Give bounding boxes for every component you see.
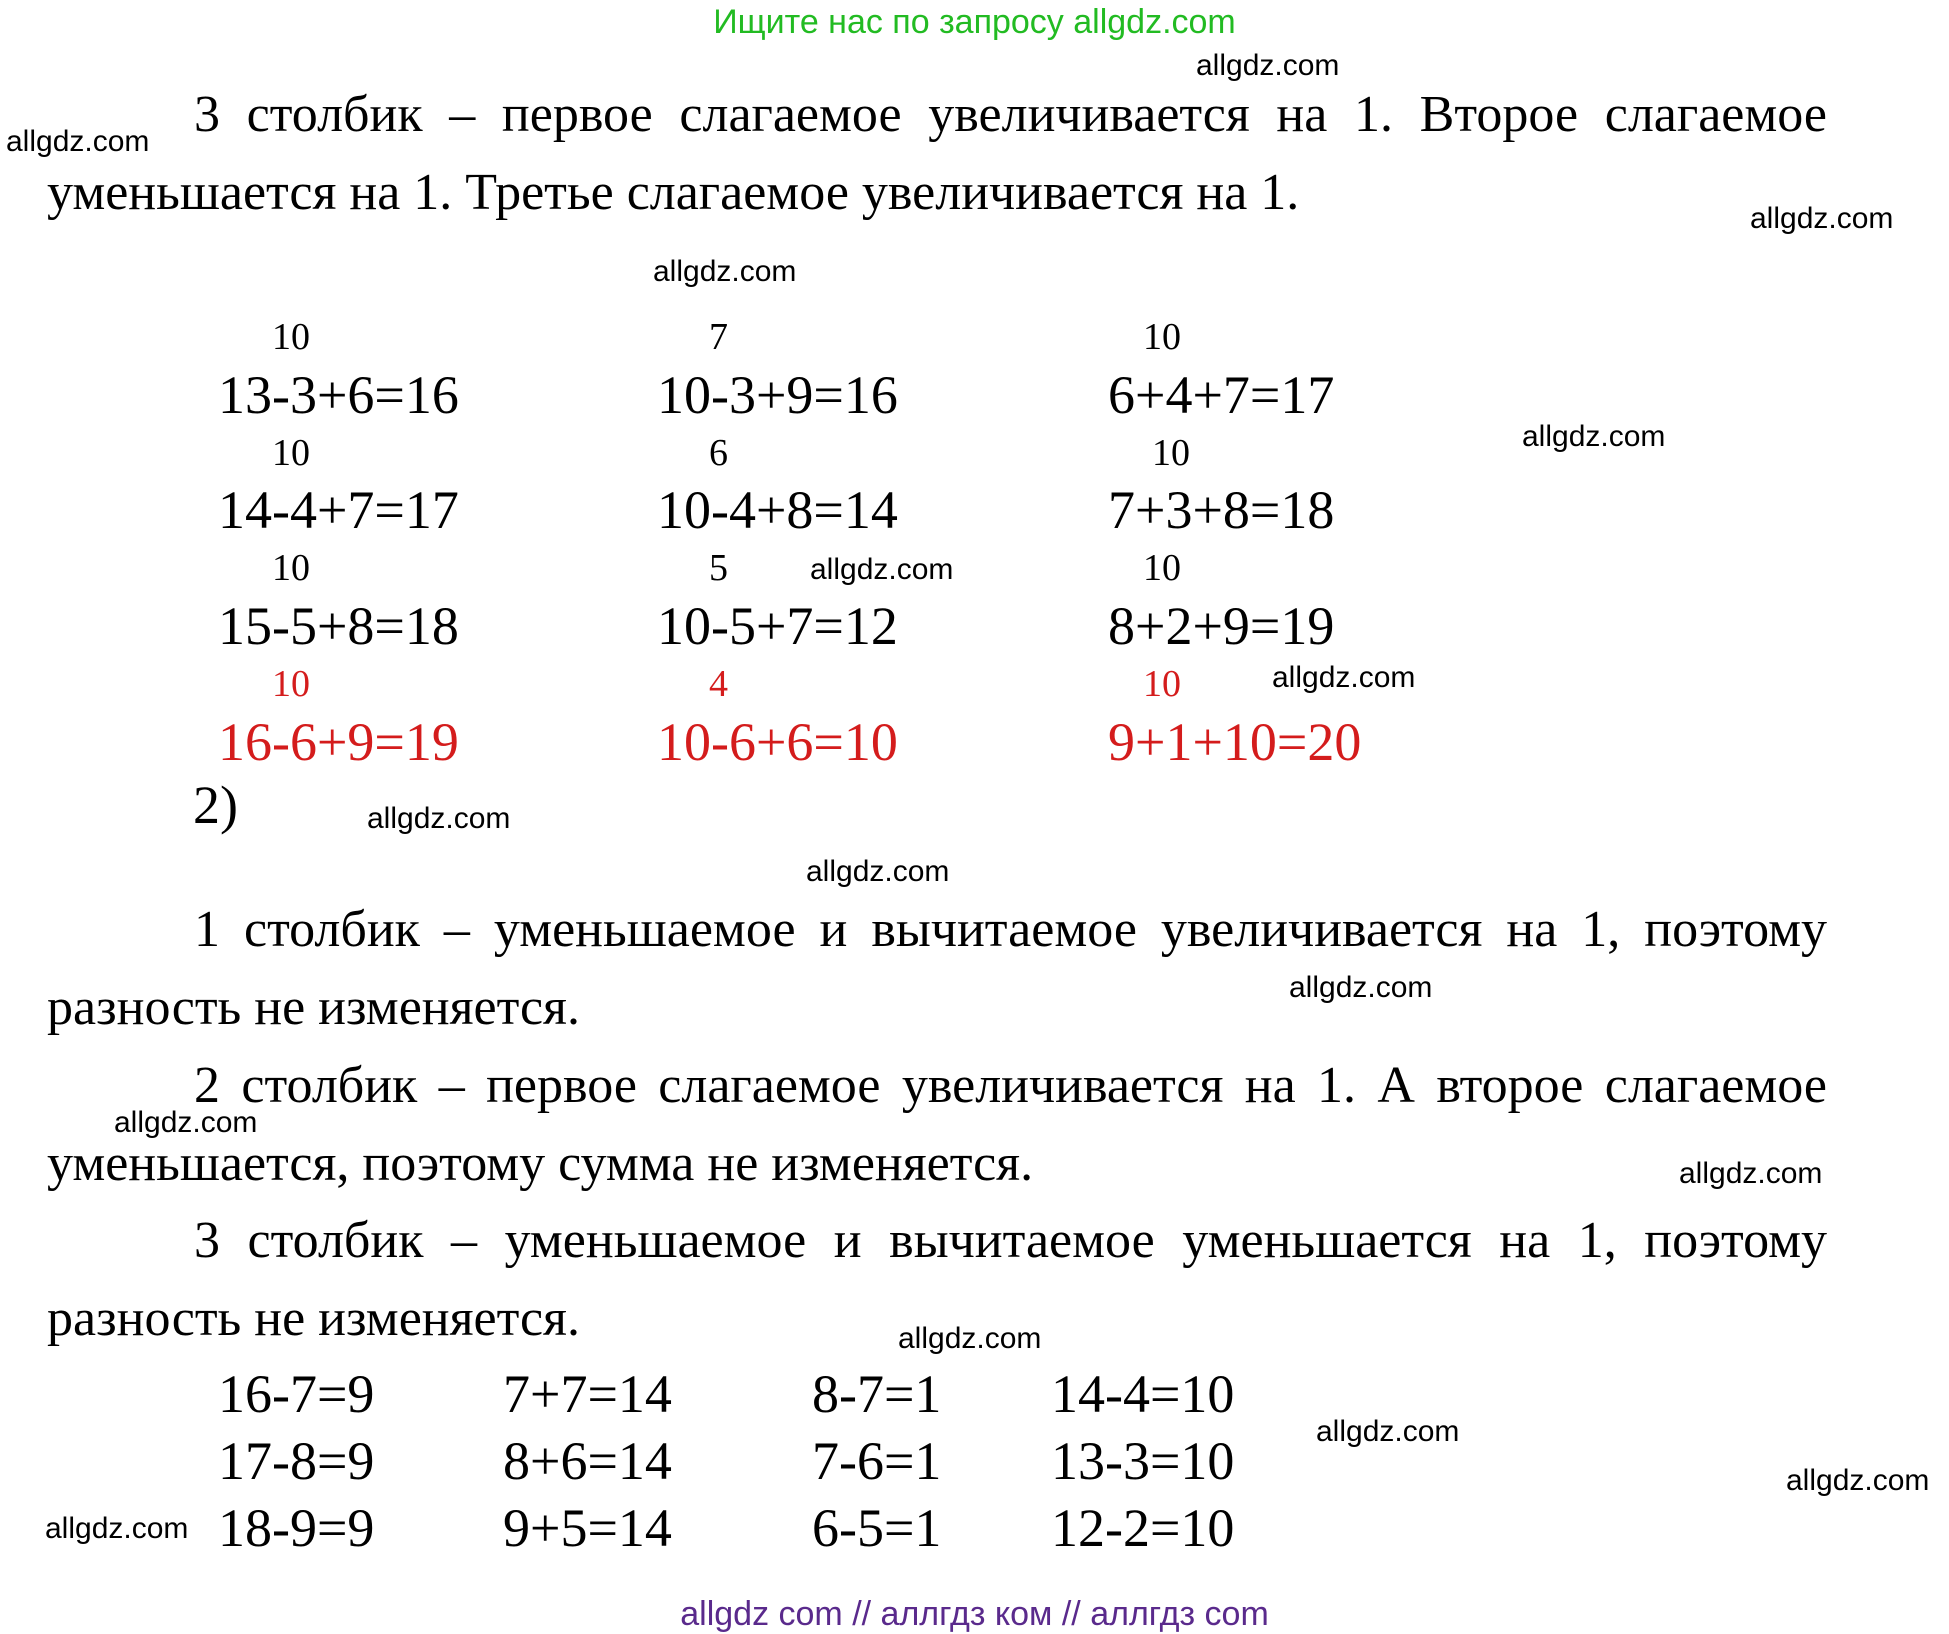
watermark: allgdz.com <box>367 802 511 835</box>
part2-col3-expr-2: 7-6=1 <box>812 1431 942 1491</box>
part2-col4-expr-1: 14-4=10 <box>1051 1364 1235 1424</box>
watermark: allgdz.com <box>45 1512 189 1545</box>
part2-col2-expr-2: 8+6=14 <box>503 1431 672 1491</box>
watermark: allgdz.com <box>114 1106 258 1139</box>
part1-col2-expr-2: 10-4+8=14 <box>657 480 898 540</box>
bottom-banner: allgdz com // аллгдз ком // аллгдз com <box>680 1595 1269 1633</box>
part1-col2-expr-1: 10-3+9=16 <box>657 365 898 425</box>
watermark: allgdz.com <box>1522 420 1666 453</box>
part1-col1-note-3: 10 <box>272 547 310 589</box>
watermark: allgdz.com <box>1679 1157 1823 1190</box>
part1-col3-note-3: 10 <box>1143 547 1181 589</box>
part2-paragraph-2: 2 столбик – первое слагаемое увеличивается на 1. А второе слагаемое уменьшается, поэтому сумма не изменяется. <box>47 1057 1827 1192</box>
watermark: allgdz.com <box>1289 971 1433 1004</box>
part1-col3-expr-1: 6+4+7=17 <box>1108 365 1335 425</box>
part1-col3-note-2: 10 <box>1152 432 1190 474</box>
part2-col4-expr-3: 12-2=10 <box>1051 1498 1235 1558</box>
part2-paragraph-3: 3 столбик – уменьшаемое и вычитаемое уменьшается на 1, поэтому разность не изменяется. <box>47 1212 1827 1347</box>
part1-col2-expr-4: 10-6+6=10 <box>657 712 898 772</box>
top-banner: Ищите нас по запросу allgdz.com <box>713 3 1236 41</box>
watermark: allgdz.com <box>653 255 797 288</box>
part1-col1-note-1: 10 <box>272 316 310 358</box>
part1-col1-note-2: 10 <box>272 432 310 474</box>
part1-col1-expr-2: 14-4+7=17 <box>218 480 459 540</box>
watermark: allgdz.com <box>1786 1464 1930 1497</box>
watermark: allgdz.com <box>1316 1415 1460 1448</box>
part1-col3-expr-2: 7+3+8=18 <box>1108 480 1335 540</box>
watermark: allgdz.com <box>806 855 950 888</box>
watermark: allgdz.com <box>1750 202 1894 235</box>
part1-col2-note-2: 6 <box>709 432 728 474</box>
part2-col3-expr-1: 8-7=1 <box>812 1364 942 1424</box>
part2-label: 2) <box>193 775 238 835</box>
part1-col1-note-4: 10 <box>272 663 310 705</box>
watermark: allgdz.com <box>1196 49 1340 82</box>
watermark: allgdz.com <box>898 1322 1042 1355</box>
part2-col1-expr-1: 16-7=9 <box>218 1364 375 1424</box>
part2-col3-expr-3: 6-5=1 <box>812 1498 942 1558</box>
part1-col3-expr-4: 9+1+10=20 <box>1108 712 1362 772</box>
part2-col1-expr-2: 17-8=9 <box>218 1431 375 1491</box>
part1-col1-expr-3: 15-5+8=18 <box>218 596 459 656</box>
part2-col1-expr-3: 18-9=9 <box>218 1498 375 1558</box>
watermark: allgdz.com <box>1272 661 1416 694</box>
watermark: allgdz.com <box>810 553 954 586</box>
part1-col2-expr-3: 10-5+7=12 <box>657 596 898 656</box>
part2-col4-expr-2: 13-3=10 <box>1051 1431 1235 1491</box>
part1-col2-note-3: 5 <box>709 547 728 589</box>
part2-paragraph-1: 1 столбик – уменьшаемое и вычитаемое увеличивается на 1, поэтому разность не изменяется. <box>47 901 1827 1036</box>
part1-col2-note-4: 4 <box>709 663 728 705</box>
part1-col3-note-1: 10 <box>1143 316 1181 358</box>
part2-col2-expr-3: 9+5=14 <box>503 1498 672 1558</box>
part1-col3-expr-3: 8+2+9=19 <box>1108 596 1335 656</box>
part1-col1-expr-1: 13-3+6=16 <box>218 365 459 425</box>
part1-col3-note-4: 10 <box>1143 663 1181 705</box>
watermark: allgdz.com <box>6 125 150 158</box>
part1-intro: 3 столбик – первое слагаемое увеличивается на 1. Второе слагаемое уменьшается на 1. Третье слагаемое увеличивается на 1. <box>47 86 1827 221</box>
part1-col2-note-1: 7 <box>709 316 728 358</box>
part2-col2-expr-1: 7+7=14 <box>503 1364 672 1424</box>
part1-col1-expr-4: 16-6+9=19 <box>218 712 459 772</box>
